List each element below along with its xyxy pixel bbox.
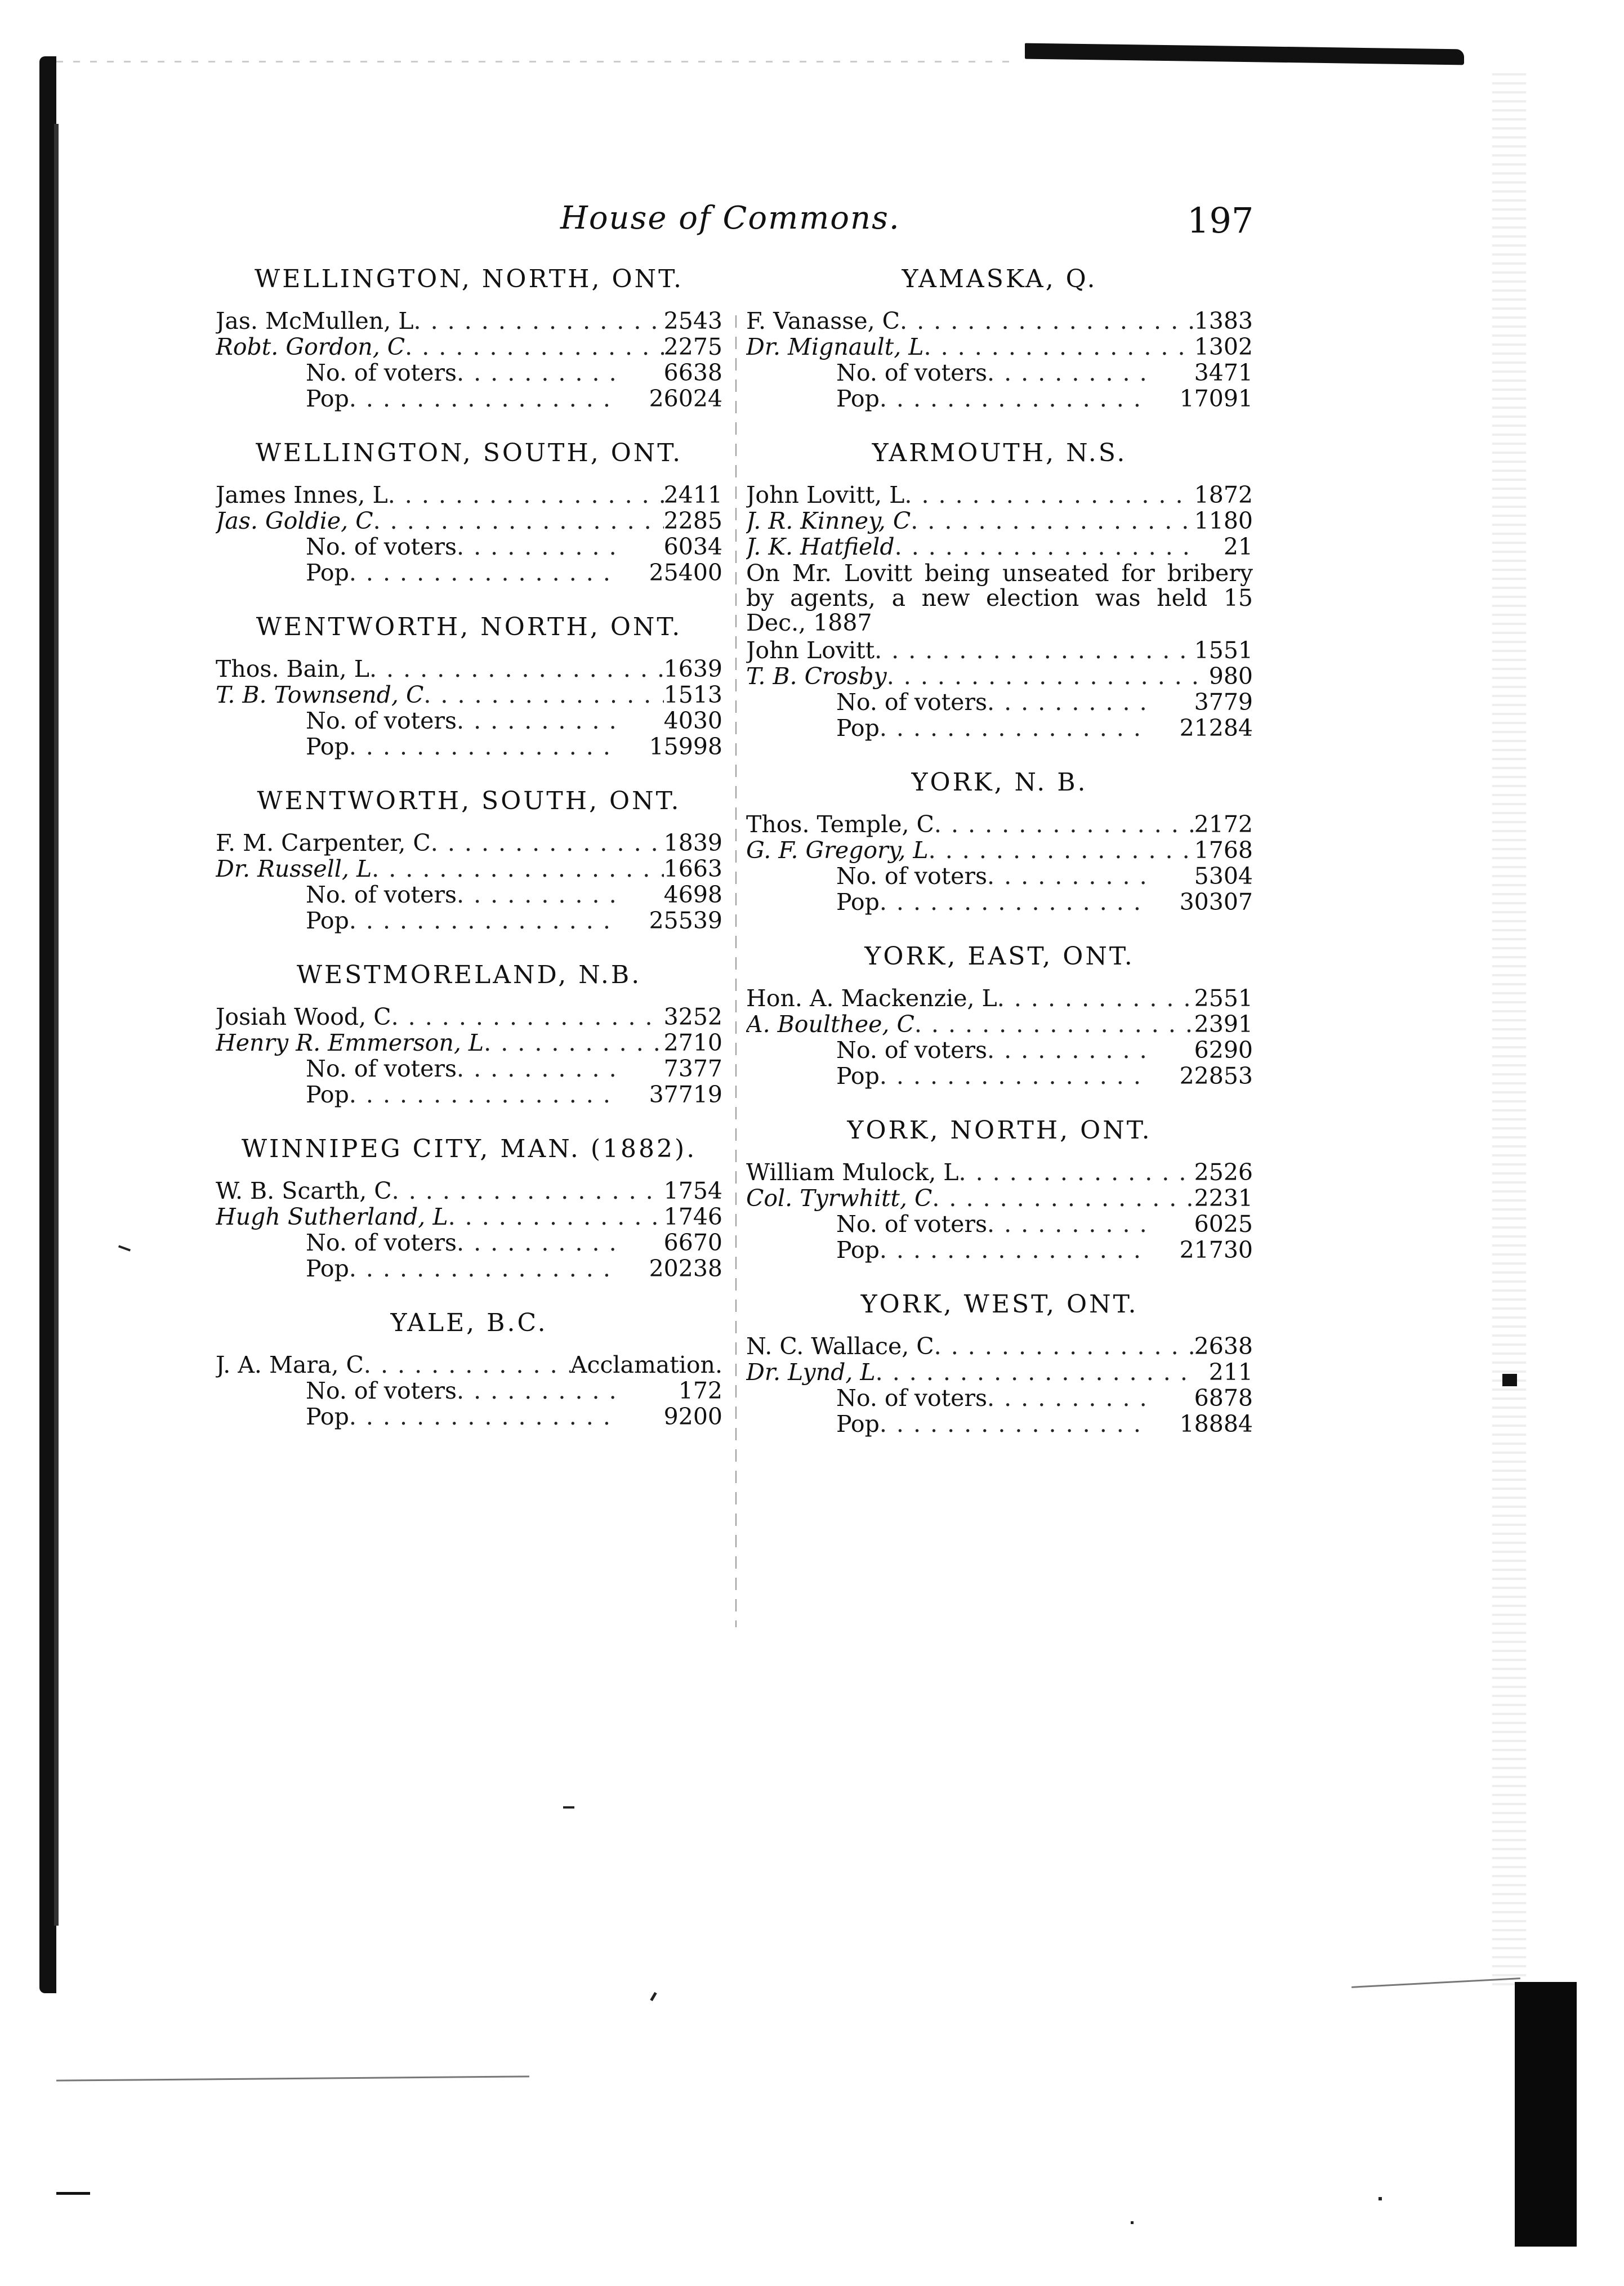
scan-speck — [1378, 2197, 1382, 2200]
page-number: 197 — [1187, 200, 1254, 241]
leader-dots — [987, 1385, 1152, 1411]
candidate-name: N. C. Wallace, C — [746, 1333, 934, 1359]
candidate-name: J. R. Kinney, C — [746, 508, 911, 534]
candidate-votes: 1754 — [663, 1178, 722, 1204]
population-row — [216, 734, 722, 760]
candidate-name: Jas. Goldie, C — [216, 508, 373, 534]
population-label: Pop — [306, 386, 349, 412]
population-label: Pop — [306, 1256, 349, 1282]
candidate-name: John Lovitt — [746, 637, 875, 663]
candidate-row — [746, 1185, 1253, 1211]
candidate-votes: 3252 — [663, 1004, 722, 1030]
constituency-section — [746, 1116, 1253, 1263]
leader-dots — [364, 1352, 570, 1378]
constituency-section — [216, 439, 722, 586]
leader-dots — [911, 508, 1194, 534]
candidate-votes: 1513 — [663, 682, 722, 708]
voters-label: No. of voters — [306, 534, 457, 560]
candidate-name: F. Vanasse, C — [746, 308, 900, 334]
leader-dots — [904, 482, 1194, 508]
candidate-votes: Acclamation. — [570, 1352, 722, 1378]
leader-dots — [900, 308, 1194, 334]
leader-dots — [875, 637, 1194, 663]
leader-dots — [997, 985, 1194, 1011]
population-value: 17091 — [1179, 386, 1253, 412]
voters-label: No. of voters — [836, 360, 988, 386]
candidate-votes: 2638 — [1194, 1333, 1253, 1359]
population-row — [746, 1411, 1253, 1437]
population-label: Pop — [306, 1404, 349, 1430]
population-label: Pop — [306, 908, 349, 934]
candidate-votes: 2543 — [663, 308, 722, 334]
leader-dots — [388, 482, 664, 508]
candidate-name: A. Boulthee, C — [746, 1011, 914, 1037]
voters-value: 6025 — [1194, 1211, 1253, 1237]
candidate-name: Josiah Wood, C — [216, 1004, 391, 1030]
candidate-name: T. B. Townsend, C — [216, 682, 424, 708]
candidate-votes: 2411 — [663, 482, 722, 508]
population-row — [746, 1063, 1253, 1089]
population-label: Pop — [306, 560, 349, 586]
constituency-title: WESTMORELAND, N.B. — [296, 961, 642, 989]
candidate-name: Col. Tyrwhitt, C — [746, 1185, 933, 1211]
running-head: House of Commons. — [560, 200, 900, 236]
candidate-row — [746, 334, 1253, 360]
scan-left-edge-shadow — [54, 124, 59, 1926]
leader-dots — [423, 682, 663, 708]
candidate-row — [216, 1178, 722, 1204]
population-label: Pop — [836, 386, 880, 412]
voters-label: No. of voters — [306, 1056, 457, 1082]
scan-right-notch — [1502, 1374, 1517, 1386]
leader-dots — [457, 1056, 621, 1082]
population-label: Pop — [836, 1411, 880, 1437]
population-row — [746, 1237, 1253, 1263]
candidate-votes: 1839 — [663, 830, 722, 856]
leader-dots — [391, 1004, 664, 1030]
candidate-name: J. K. Hatfield — [746, 534, 895, 560]
population-value: 25400 — [649, 560, 722, 586]
population-value: 9200 — [663, 1404, 722, 1430]
leader-dots — [987, 863, 1152, 889]
scan-speck — [563, 1806, 574, 1809]
leader-dots — [349, 386, 621, 412]
constituency-section — [216, 787, 722, 934]
voters-label: No. of voters — [836, 689, 988, 715]
population-value: 30307 — [1179, 889, 1253, 915]
leader-dots — [373, 508, 664, 534]
constituency-section — [216, 265, 722, 412]
population-row — [746, 715, 1253, 741]
candidate-votes: 980 — [1208, 663, 1253, 689]
candidate-name: Hon. A. Mackenzie, L — [746, 985, 997, 1011]
candidate-votes: 1663 — [663, 856, 722, 882]
constituency-title: YORK, WEST, ONT. — [860, 1290, 1139, 1319]
leader-dots — [987, 360, 1152, 386]
population-value: 15998 — [649, 734, 722, 760]
leader-dots — [405, 334, 664, 360]
leader-dots — [349, 560, 621, 586]
scan-speck — [1131, 2221, 1134, 2224]
voters-value: 6670 — [663, 1230, 722, 1256]
scan-bottom-line — [56, 2075, 529, 2081]
candidate-name: G. F. Gregory, L — [746, 837, 929, 863]
constituency-section — [746, 768, 1253, 915]
population-value: 26024 — [649, 386, 722, 412]
voters-row — [746, 1385, 1253, 1411]
candidate-votes: 21 — [1223, 534, 1253, 560]
leader-dots — [372, 856, 663, 882]
voters-value: 4698 — [663, 882, 722, 908]
leader-dots — [414, 308, 664, 334]
voters-label: No. of voters — [836, 1037, 988, 1063]
constituency-title: WELLINGTON, NORTH, ONT. — [255, 265, 684, 293]
candidate-row — [746, 534, 1253, 560]
constituency-section — [216, 1309, 722, 1430]
leader-dots — [349, 1256, 621, 1282]
population-row — [746, 386, 1253, 412]
candidate-name: T. B. Crosby — [746, 663, 887, 689]
voters-label: No. of voters — [306, 360, 457, 386]
leader-dots — [880, 386, 1152, 412]
scan-top-bar — [1025, 43, 1464, 65]
candidate-name: John Lovitt, L — [746, 482, 905, 508]
candidate-row — [746, 663, 1253, 689]
voters-value: 172 — [678, 1378, 722, 1404]
leader-dots — [349, 1082, 621, 1108]
scan-speck — [118, 1245, 131, 1251]
constituency-section — [216, 1135, 722, 1282]
candidate-row — [216, 830, 722, 856]
voters-row — [216, 534, 722, 560]
population-row — [216, 560, 722, 586]
population-label: Pop — [836, 1063, 880, 1089]
candidate-row — [746, 637, 1253, 663]
leader-dots — [987, 1211, 1152, 1237]
leader-dots — [457, 1378, 621, 1404]
candidate-votes: 211 — [1208, 1359, 1253, 1385]
voters-row — [216, 882, 722, 908]
voters-label: No. of voters — [306, 882, 457, 908]
candidate-votes: 2231 — [1194, 1185, 1253, 1211]
scan-right-edge — [1492, 73, 1526, 1988]
leader-dots — [369, 656, 664, 682]
constituency-title: YORK, N. B. — [911, 768, 1088, 797]
voters-label: No. of voters — [306, 708, 457, 734]
candidate-name: Thos. Temple, C — [746, 811, 934, 837]
candidate-row — [216, 334, 722, 360]
candidate-row — [216, 308, 722, 334]
constituency-section — [746, 942, 1253, 1089]
voters-row — [216, 360, 722, 386]
constituency-section — [216, 961, 722, 1108]
candidate-row — [216, 1030, 722, 1056]
population-label: Pop — [836, 715, 880, 741]
scan-speck — [650, 1992, 657, 2001]
candidate-votes: 2275 — [663, 334, 722, 360]
leader-dots — [484, 1030, 664, 1056]
constituency-title: YAMASKA, Q. — [902, 265, 1097, 293]
leader-dots — [887, 663, 1199, 689]
leader-dots — [934, 811, 1194, 837]
population-value: 37719 — [649, 1082, 722, 1108]
candidate-name: Thos. Bain, L — [216, 656, 369, 682]
candidate-name: Robt. Gordon, C — [216, 334, 405, 360]
leader-dots — [457, 882, 621, 908]
voters-row — [216, 1230, 722, 1256]
constituency-section — [746, 1290, 1253, 1437]
leader-dots — [349, 734, 621, 760]
voters-label: No. of voters — [836, 1385, 988, 1411]
candidate-row — [216, 1004, 722, 1030]
leader-dots — [924, 334, 1194, 360]
leader-dots — [457, 1230, 621, 1256]
candidate-votes: 1872 — [1194, 482, 1253, 508]
constituency-title: YARMOUTH, N.S. — [872, 439, 1127, 467]
constituency-title: YALE, B.C. — [390, 1309, 548, 1337]
scan-top-line — [56, 61, 1014, 62]
leader-dots — [457, 360, 621, 386]
candidate-row — [746, 1159, 1253, 1185]
left-column — [216, 265, 722, 1457]
voters-row — [746, 360, 1253, 386]
leader-dots — [880, 715, 1152, 741]
population-row — [216, 1082, 722, 1108]
population-label: Pop — [306, 734, 349, 760]
scan-bottom-dash — [56, 2192, 90, 2195]
voters-value: 4030 — [663, 708, 722, 734]
candidate-votes: 2285 — [663, 508, 722, 534]
candidate-name: F. M. Carpenter, C — [216, 830, 431, 856]
candidate-row — [216, 1352, 722, 1378]
population-value: 21730 — [1179, 1237, 1253, 1263]
population-row — [216, 1404, 722, 1430]
voters-row — [746, 863, 1253, 889]
population-row — [216, 1256, 722, 1282]
candidate-votes: 1639 — [663, 656, 722, 682]
voters-row — [746, 1211, 1253, 1237]
voters-value: 3779 — [1194, 689, 1253, 715]
voters-label: No. of voters — [306, 1378, 457, 1404]
population-row — [216, 908, 722, 934]
leader-dots — [987, 689, 1152, 715]
candidate-name: Jas. McMullen, L — [216, 308, 414, 334]
candidate-name: Dr. Mignault, L — [746, 334, 924, 360]
candidate-row — [746, 508, 1253, 534]
voters-value: 7377 — [663, 1056, 722, 1082]
voters-value: 6638 — [663, 360, 722, 386]
candidate-row — [216, 1204, 722, 1230]
leader-dots — [349, 1404, 621, 1430]
candidate-row — [216, 656, 722, 682]
leader-dots — [929, 837, 1194, 863]
leader-dots — [934, 1333, 1194, 1359]
population-label: Pop — [836, 1237, 880, 1263]
voters-value: 5304 — [1194, 863, 1253, 889]
population-value: 18884 — [1179, 1411, 1253, 1437]
candidate-row — [746, 308, 1253, 334]
candidate-row — [746, 1359, 1253, 1385]
candidate-row — [216, 482, 722, 508]
voters-value: 6034 — [663, 534, 722, 560]
candidate-votes: 1746 — [663, 1204, 722, 1230]
constituency-title: WELLINGTON, SOUTH, ONT. — [255, 439, 683, 467]
population-value: 25539 — [649, 908, 722, 934]
constituency-section — [746, 265, 1253, 412]
candidate-name: Dr. Lynd, L — [746, 1359, 876, 1385]
constituency-title: YORK, NORTH, ONT. — [847, 1116, 1152, 1145]
constituency-title: WENTWORTH, SOUTH, ONT. — [257, 787, 681, 815]
leader-dots — [987, 1037, 1152, 1063]
candidate-name: Henry R. Emmerson, L — [216, 1030, 484, 1056]
candidate-row — [216, 508, 722, 534]
scan-right-block — [1515, 1982, 1577, 2247]
constituency-title: YORK, EAST, ONT. — [864, 942, 1135, 971]
leader-dots — [448, 1204, 664, 1230]
population-row — [216, 386, 722, 412]
candidate-votes: 2391 — [1194, 1011, 1253, 1037]
leader-dots — [349, 908, 621, 934]
leader-dots — [431, 830, 664, 856]
constituency-title: WENTWORTH, NORTH, ONT. — [256, 613, 682, 641]
leader-dots — [880, 1237, 1152, 1263]
candidate-row — [746, 837, 1253, 863]
candidate-row — [746, 985, 1253, 1011]
leader-dots — [880, 1411, 1152, 1437]
leader-dots — [457, 708, 621, 734]
voters-value: 6290 — [1194, 1037, 1253, 1063]
column-divider — [735, 315, 737, 1627]
candidate-row — [746, 811, 1253, 837]
candidate-name: Dr. Russell, L — [216, 856, 372, 882]
candidate-name: James Innes, L — [216, 482, 388, 508]
candidate-name: William Mulock, L — [746, 1159, 959, 1185]
population-value: 21284 — [1179, 715, 1253, 741]
candidate-votes: 1302 — [1194, 334, 1253, 360]
population-row — [746, 889, 1253, 915]
constituency-section — [746, 439, 1253, 741]
voters-label: No. of voters — [836, 1211, 988, 1237]
candidate-row — [746, 482, 1253, 508]
voters-label: No. of voters — [306, 1230, 457, 1256]
leader-dots — [392, 1178, 664, 1204]
leader-dots — [895, 534, 1199, 560]
candidate-votes: 2526 — [1194, 1159, 1253, 1185]
leader-dots — [880, 889, 1152, 915]
candidate-row — [746, 1011, 1253, 1037]
candidate-name: J. A. Mara, C — [216, 1352, 364, 1378]
candidate-votes: 1551 — [1194, 637, 1253, 663]
candidate-row — [216, 682, 722, 708]
constituency-section — [216, 613, 722, 760]
population-value: 20238 — [649, 1256, 722, 1282]
election-note: On Mr. Lovitt being unseated for bribery by agents, a new election was held 15 Dec., 1887 — [746, 560, 1253, 636]
leader-dots — [959, 1159, 1194, 1185]
candidate-votes: 1180 — [1194, 508, 1253, 534]
candidate-votes: 2172 — [1194, 811, 1253, 837]
leader-dots — [932, 1185, 1194, 1211]
candidate-votes: 2551 — [1194, 985, 1253, 1011]
constituency-title: WINNIPEG CITY, MAN. (1882). — [241, 1135, 697, 1163]
voters-row — [216, 1378, 722, 1404]
candidate-votes: 1383 — [1194, 308, 1253, 334]
right-column — [746, 265, 1253, 1464]
leader-dots — [914, 1011, 1194, 1037]
voters-value: 6878 — [1194, 1385, 1253, 1411]
voters-row — [216, 1056, 722, 1082]
voters-row — [746, 1037, 1253, 1063]
candidate-name: Hugh Sutherland, L — [216, 1204, 448, 1230]
voters-value: 3471 — [1194, 360, 1253, 386]
population-label: Pop — [836, 889, 880, 915]
voters-row — [216, 708, 722, 734]
candidate-name: W. B. Scarth, C — [216, 1178, 392, 1204]
leader-dots — [876, 1359, 1199, 1385]
leader-dots — [457, 534, 621, 560]
candidate-votes: 2710 — [663, 1030, 722, 1056]
voters-label: No. of voters — [836, 863, 988, 889]
population-label: Pop — [306, 1082, 349, 1108]
voters-row — [746, 689, 1253, 715]
leader-dots — [880, 1063, 1152, 1089]
candidate-row — [746, 1333, 1253, 1359]
population-value: 22853 — [1179, 1063, 1253, 1089]
candidate-votes: 1768 — [1194, 837, 1253, 863]
candidate-row — [216, 856, 722, 882]
